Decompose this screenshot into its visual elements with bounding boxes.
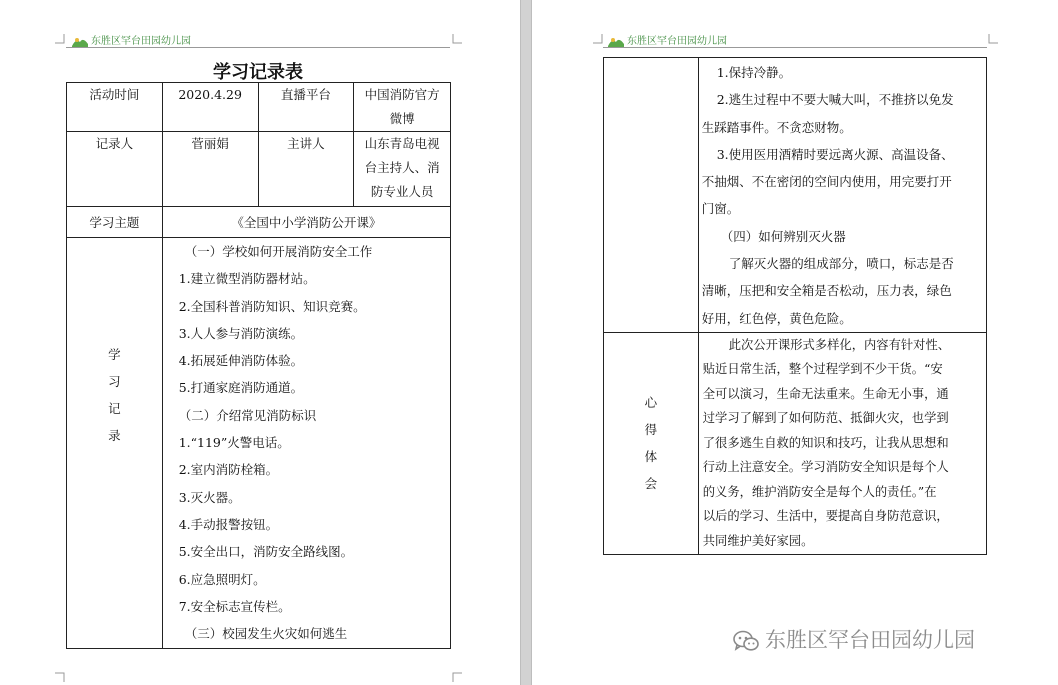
table-row bbox=[604, 332, 987, 554]
activity-time-value: 2020.4.29 bbox=[178, 87, 242, 102]
reflection-line: 以后的学习、生活中，要提高自身防范意识， bbox=[702, 509, 949, 524]
page-gutter bbox=[520, 0, 532, 685]
document-page-2 bbox=[532, 0, 1058, 685]
table-row bbox=[604, 58, 987, 333]
reflection-line: 的义务，维护消防安全是每个人的责任。”在 bbox=[702, 484, 937, 499]
speaker-label-cell bbox=[258, 132, 354, 207]
table-row bbox=[67, 132, 451, 207]
record-line: 5.安全出口，消防安全路线图。 bbox=[178, 544, 354, 560]
reflection-content-cell bbox=[698, 332, 986, 554]
speaker-value-line: 台主持人、消 bbox=[364, 160, 440, 175]
platform-value-line: 微博 bbox=[389, 111, 415, 126]
speaker-label: 主讲人 bbox=[287, 136, 325, 151]
platform-value-line: 中国消防官方 bbox=[364, 87, 440, 102]
record-line: 门窗。 bbox=[701, 201, 740, 217]
record-line: 2.室内消防栓箱。 bbox=[178, 462, 279, 478]
page-header bbox=[608, 32, 727, 46]
reflection-label-char: 会 bbox=[644, 476, 658, 492]
record-label-char: 学 bbox=[108, 347, 121, 362]
school-logo-icon bbox=[608, 37, 624, 47]
recorder-label-cell bbox=[67, 132, 163, 207]
record-label-char: 习 bbox=[108, 374, 121, 389]
reflection-line: 了很多逃生自救的知识和技巧，让我从思想和 bbox=[702, 435, 949, 450]
activity-time-label: 活动时间 bbox=[89, 87, 140, 102]
reflection-label-cell bbox=[604, 332, 699, 554]
wechat-icon bbox=[733, 630, 759, 652]
platform-value-cell bbox=[354, 83, 451, 132]
record-line: （一）学校如何开展消防安全工作 bbox=[184, 244, 373, 259]
record-line: 1.“119”火警电话。 bbox=[178, 435, 290, 451]
record-line: （四）如何辨别灭火器 bbox=[720, 228, 846, 244]
record-line: 5.打通家庭消防通道。 bbox=[178, 380, 304, 396]
record-line: （三）校园发生火灾如何逃生 bbox=[184, 626, 348, 642]
reflection-line: 行动上注意安全。学习消防安全知识是每个人 bbox=[702, 460, 949, 475]
record-label bbox=[67, 341, 162, 545]
reflection-line: 全可以演习，生命无法重来。生命无小事，通 bbox=[702, 386, 949, 401]
reflection-line: 共同维护美好家园。 bbox=[702, 533, 814, 548]
record-line: 好用，红色停，黄色危险。 bbox=[701, 310, 852, 326]
topic-value-cell bbox=[162, 207, 450, 238]
record-line: （二）介绍常见消防标识 bbox=[178, 407, 317, 423]
speaker-value-cell bbox=[354, 132, 451, 207]
crop-mark-top-left bbox=[55, 34, 65, 44]
table-row bbox=[67, 83, 451, 132]
crop-mark-top-right bbox=[988, 34, 998, 44]
crop-mark-top-right bbox=[452, 34, 462, 44]
header-text: 东胜区罕台田园幼儿园 bbox=[91, 36, 191, 47]
platform-label-cell bbox=[258, 83, 354, 132]
record-table bbox=[66, 82, 451, 649]
record-content-cell bbox=[162, 238, 450, 649]
record-line: 3.使用医用酒精时要远离火源、高温设备、 bbox=[716, 146, 954, 162]
recorder-value-cell bbox=[162, 132, 258, 207]
record-label-char: 记 bbox=[108, 401, 121, 416]
recorder-value: 菅丽娟 bbox=[191, 136, 229, 151]
wechat-watermark bbox=[733, 624, 975, 654]
topic-label-cell bbox=[67, 207, 163, 238]
record-line: 3.灭火器。 bbox=[178, 489, 241, 505]
watermark-text: 东胜区罕台田园幼儿园 bbox=[765, 628, 975, 652]
record-line: 6.应急照明灯。 bbox=[178, 571, 266, 587]
crop-mark-top-left bbox=[593, 34, 603, 44]
reflection-label bbox=[604, 389, 698, 497]
topic-label: 学习主题 bbox=[89, 215, 140, 230]
speaker-value-line: 防专业人员 bbox=[370, 184, 434, 199]
record-label-char: 录 bbox=[108, 428, 121, 443]
table-row bbox=[67, 238, 451, 649]
header-text: 东胜区罕台田园幼儿园 bbox=[627, 36, 727, 47]
reflection-line: 贴近日常生活，整个过程学到不少干货。“安 bbox=[702, 362, 943, 377]
reflection-line: 过学习了解到了如何防范、抵御火灾，也学到 bbox=[702, 411, 949, 426]
page-header bbox=[72, 32, 191, 46]
school-logo-icon bbox=[72, 37, 88, 47]
page-title: 学习记录表 bbox=[213, 62, 303, 83]
record-line: 2.全国科普消防知识、知识竞赛。 bbox=[178, 298, 366, 314]
record-line: 4.拓展延伸消防体验。 bbox=[178, 353, 304, 369]
record-line: 清晰，压把和安全箱是否松动，压力表，绿色 bbox=[701, 283, 952, 299]
record-line: 3.人人参与消防演练。 bbox=[178, 325, 304, 341]
crop-mark-bottom-left bbox=[55, 672, 65, 682]
document-page-1 bbox=[0, 0, 520, 685]
record-label-cell bbox=[67, 238, 163, 649]
record-label-cell bbox=[604, 58, 699, 333]
recorder-label: 记录人 bbox=[95, 136, 134, 151]
record-line: 1.保持冷静。 bbox=[716, 65, 792, 80]
reflection-label-char: 心 bbox=[644, 395, 658, 411]
reflection-label-char: 体 bbox=[644, 449, 658, 465]
record-line: 2.逃生过程中不要大喊大叫，不推挤以免发 bbox=[716, 92, 954, 108]
record-line: 7.安全标志宣传栏。 bbox=[178, 598, 291, 614]
topic-value: 《全国中小学消防公开课》 bbox=[231, 215, 382, 230]
record-content-cell bbox=[698, 58, 986, 333]
record-line: 不抽烟、不在密闭的空间内使用，用完要打开 bbox=[701, 174, 952, 190]
reflection-line: 此次公开课形式多样化，内容有针对性、 bbox=[728, 337, 951, 352]
record-line: 了解灭火器的组成部分，喷口，标志是否 bbox=[728, 256, 954, 272]
record-line: 1.建立微型消防器材站。 bbox=[178, 271, 316, 287]
header-rule bbox=[603, 47, 987, 48]
header-rule bbox=[66, 47, 450, 48]
activity-time-label-cell bbox=[67, 83, 163, 132]
record-line: 生踩踏事件。不贪恋财物。 bbox=[701, 119, 852, 135]
crop-mark-bottom-right bbox=[452, 672, 462, 682]
table-row bbox=[67, 207, 451, 238]
record-line: 4.手动报警按钮。 bbox=[178, 516, 279, 532]
reflection-label-char: 得 bbox=[644, 422, 658, 438]
speaker-value-line: 山东青岛电视 bbox=[364, 136, 440, 151]
activity-time-value-cell bbox=[162, 83, 258, 132]
record-table-continued bbox=[603, 57, 987, 555]
platform-label: 直播平台 bbox=[280, 87, 331, 102]
